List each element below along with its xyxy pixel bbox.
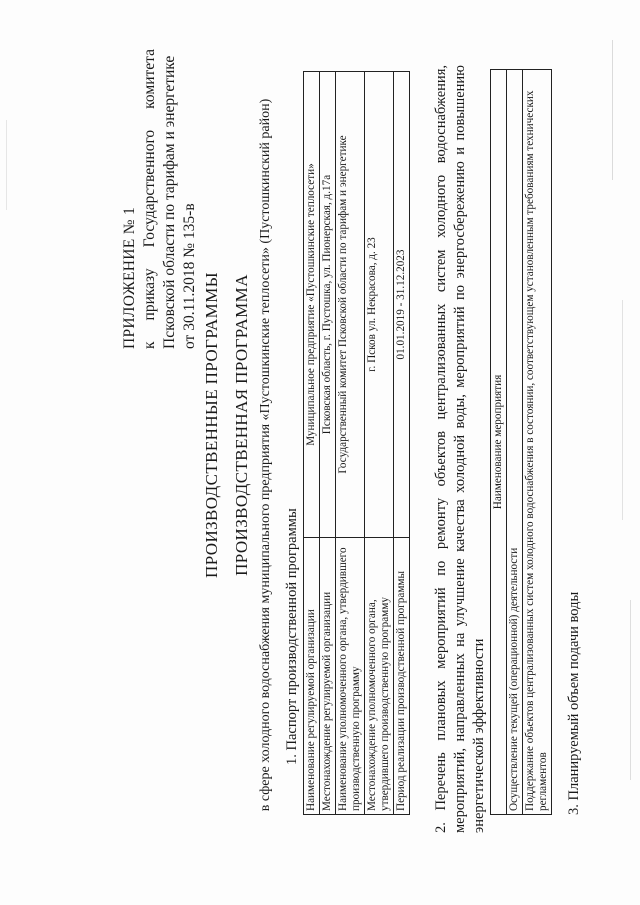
appendix-word: Государственного — [141, 129, 158, 248]
row-label: Наименование регулируемой организации — [304, 538, 320, 815]
row-value: Псковская область, г. Пустошка, ул. Пионерская, д.17а — [320, 72, 336, 538]
table-row — [365, 72, 394, 815]
row-value: 01.01.2019 - 31.12.2023 — [394, 72, 410, 538]
appendix-line-4: от 30.11.2018 № 135-в — [181, 203, 198, 349]
appendix-line-3: Псковской области по тарифам и энергетике — [161, 55, 178, 349]
column-header: Наименование мероприятия — [491, 70, 507, 815]
appendix-title: ПРИЛОЖЕНИЕ № 1 — [121, 206, 138, 349]
program-heading: ПРОИЗВОДСТВЕННАЯ ПРОГРАММА — [232, 274, 251, 576]
table-row — [394, 72, 410, 815]
row-label: Период реализации производственной программы — [394, 538, 410, 815]
table-row — [507, 70, 523, 815]
row-label: Местонахождение уполномоченного органа, утвердившего производственную программу — [365, 538, 394, 815]
row-label: Местонахождение регулируемой организации — [320, 538, 336, 815]
appendix-line-2 — [140, 49, 160, 349]
main-heading: ПРОИЗВОДСТВЕННЫЕ ПРОГРАММЫ — [202, 272, 221, 578]
scan-noise — [622, 300, 623, 520]
scan-noise — [6, 120, 7, 210]
row-label: Наименование уполномоченного органа, утвердившего производственную программу — [336, 538, 365, 815]
scan-noise — [630, 600, 631, 780]
program-scope: в сфере холодного водоснабжения муниципального предприятия «Пустошкинские теплосети» (Пустошкинский район) — [258, 98, 273, 812]
measure-cell: Осуществление текущей (операционной) деятельности — [507, 70, 523, 815]
row-value: Муниципальное предприятие «Пустошкинские теплосети» — [304, 72, 320, 538]
section-2-text: 2. Перечень плановых мероприятий по ремонту объектов централизованных систем холодного водоснабжения, мероприятий, направленных на улучшение качества холодной воды, мероприятий по энергосбережению и повышению энергетической эффективности — [433, 65, 487, 833]
scan-noise — [612, 40, 613, 180]
appendix-word: комитета — [141, 49, 158, 109]
appendix-word: приказу — [141, 268, 158, 321]
row-value: г. Псков ул. Некрасова, д. 23 — [365, 72, 394, 538]
appendix-block — [120, 49, 200, 349]
table-row — [304, 72, 320, 815]
measures-table — [490, 69, 552, 815]
measure-cell: Поддержание объектов централизованных систем холодного водоснабжения в состоянии, соответствующем установленным требованиям технических регламентов — [523, 70, 552, 815]
table-row — [336, 72, 365, 815]
section-1-title: 1. Паспорт производственной программы — [284, 508, 300, 765]
row-value: Государственный комитет Псковской области по тарифам и энергетике — [336, 72, 365, 538]
appendix-word: к — [141, 341, 158, 349]
table-row — [523, 70, 552, 815]
table-header-row — [491, 70, 507, 815]
table-row — [320, 72, 336, 815]
passport-table — [303, 71, 410, 815]
section-3-title: 3. Планируемый объем подачи воды — [566, 591, 582, 815]
